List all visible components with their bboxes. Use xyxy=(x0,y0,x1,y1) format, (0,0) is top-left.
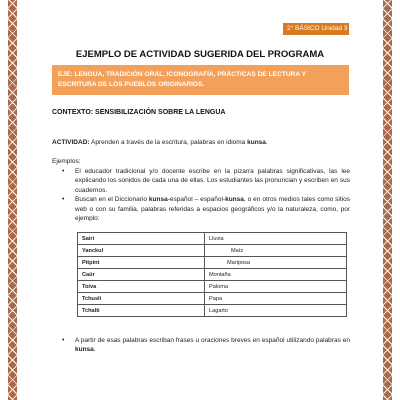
list-item xyxy=(62,336,350,355)
bullet-text: A partir de esas palabras escriban frases u oraciones breves en español utilizando palabras en xyxy=(75,337,350,344)
kunsa-word-cell: Yanckul xyxy=(78,245,205,257)
list-item xyxy=(62,195,350,223)
actividad-end: . xyxy=(265,139,268,146)
bullet-bold-word: kunsa xyxy=(75,346,94,354)
actividad-text: Aprenden a través de la escritura, palabras en idioma xyxy=(89,139,248,146)
spanish-word-cell: Papa xyxy=(205,293,347,305)
decorative-border-right xyxy=(383,0,392,400)
table-row xyxy=(78,245,347,257)
contexto-heading: CONTEXTO: SENSIBILIZACIÓN SOBRE LA LENGUA xyxy=(52,109,226,116)
bullet-text: -español – español- xyxy=(167,196,226,204)
table-row xyxy=(78,305,347,317)
kunsa-word-cell: Toiva xyxy=(78,281,205,293)
spanish-word-cell: Paloma xyxy=(205,281,347,293)
kunsa-word-cell: Tchusli xyxy=(78,293,205,305)
spanish-word-cell: Lluvia xyxy=(205,233,347,245)
spanish-word-cell: Lagarto xyxy=(205,305,347,317)
kunsa-word-cell: Sairi xyxy=(78,233,205,245)
ejemplos-label: Ejemplos: xyxy=(52,158,81,165)
kunsa-word-cell: Pitpint xyxy=(78,257,205,269)
table-row xyxy=(78,257,347,269)
bullet-text: . xyxy=(93,346,96,354)
eje-banner: EJE: LENGUA, TRADICIÓN ORAL, ICONOGRAFÍA, PRÁCTICAS DE LECTURA Y ESCRITURA DE LOS PUEBLOS ORIGINARIOS. xyxy=(52,65,349,95)
vocabulary-table xyxy=(77,232,347,317)
final-instruction-list xyxy=(62,336,350,355)
bullet-text: El educador tradicional y/o docente escribe en la pizarra palabras significativas, las lee explicando los sonidos de cada una de ellas. Los estudiantes las pronuncian y escriben en sus cuadernos. xyxy=(75,168,350,194)
examples-list xyxy=(62,167,350,223)
kunsa-word-cell: Caür xyxy=(78,269,205,281)
bullet-icon: • xyxy=(62,196,65,204)
actividad-paragraph xyxy=(52,139,352,146)
grade-unit-badge: 2° BÁSICO Unidad 3 xyxy=(283,23,349,35)
bullet-icon: • xyxy=(62,337,65,344)
actividad-word: kunsa xyxy=(247,139,266,146)
table-row xyxy=(78,281,347,293)
bullet-bold-word: kunsa xyxy=(225,196,244,204)
page-title: EJEMPLO DE ACTIVIDAD SUGERIDA DEL PROGRAMA xyxy=(75,49,325,60)
spanish-word-cell: Mariposa xyxy=(205,257,347,269)
table-row xyxy=(78,269,347,281)
table-row xyxy=(78,293,347,305)
decorative-border-left xyxy=(8,0,17,400)
table-row xyxy=(78,233,347,245)
spanish-word-cell: Maíz xyxy=(205,245,347,257)
list-item xyxy=(62,167,350,195)
kunsa-word-cell: Tchalti xyxy=(78,305,205,317)
bullet-bold-word: kunsa xyxy=(148,196,168,204)
bullet-icon: • xyxy=(62,168,65,175)
actividad-label: ACTIVIDAD: xyxy=(52,139,90,146)
bullet-text: , o en otros medios tales como sitios web o con su familia, palabras referidas a espacios geográficos y/o la naturaleza, como, por ejemplo: xyxy=(75,196,350,223)
spanish-word-cell: Montaña xyxy=(205,269,347,281)
bullet-text: Buscan en el Diccionario xyxy=(75,196,149,204)
